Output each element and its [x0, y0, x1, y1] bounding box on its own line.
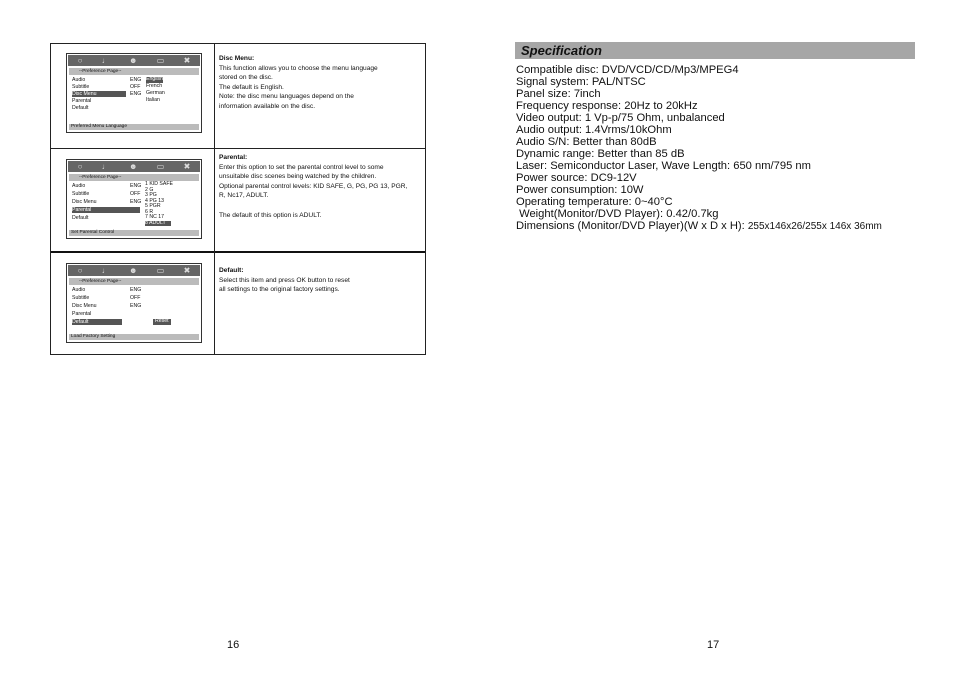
- description-line: Optional parental control levels: KID SAFE, G, PG, PG 13, PGR,: [219, 182, 408, 190]
- tools-icon: ✖: [183, 265, 191, 275]
- page-17: [477, 0, 954, 688]
- description-line: [219, 201, 423, 211]
- description-line: stored on the disc.: [219, 74, 273, 82]
- spec-item: Compatible disc: DVD/VCD/CD/Mp3/MPEG4: [516, 64, 739, 76]
- page-number: 17: [707, 639, 720, 651]
- menu-audio-value: ENG: [130, 287, 142, 293]
- menu-disc-menu-value: ENG: [130, 303, 142, 309]
- menu-subtitle-value: OFF: [130, 295, 141, 301]
- menu-audio: Audio: [72, 287, 86, 293]
- menu-subtitle: Subtitle: [72, 191, 90, 197]
- speaker-icon: ♩: [101, 55, 110, 65]
- option-g: 2 G: [145, 186, 154, 193]
- screen-icon: ▭: [156, 55, 165, 65]
- option-english: English: [146, 76, 164, 82]
- osd-icon-bar: [68, 161, 200, 172]
- spec-item: Power consumption: 10W: [516, 184, 644, 196]
- osd-screen: [66, 53, 202, 133]
- description-default: [219, 266, 423, 295]
- description-line: R, Nc17, ADULT.: [219, 192, 269, 200]
- description-line: Note: the disc menu languages depend on the: [219, 93, 354, 101]
- osd-title: --Preference Page--: [69, 278, 199, 285]
- menu-audio: Audio: [72, 183, 86, 189]
- section-heading: Parental:: [219, 154, 248, 161]
- spec-list: [516, 64, 926, 233]
- screen-icon: ▭: [156, 161, 165, 171]
- spec-item: Signal system: PAL/NTSC: [516, 76, 646, 88]
- menu-default: Default: [72, 215, 89, 221]
- person-icon: ☻: [129, 265, 138, 275]
- osd-footer: Load Factory Setting: [69, 334, 199, 340]
- menu-disc-menu-value: ENG: [130, 91, 142, 97]
- option-reset: Reset: [155, 318, 169, 324]
- spec-item: Laser: Semiconductor Laser, Wave Length: 650 nm/795 nm: [516, 160, 811, 172]
- disc-icon: ○: [77, 55, 83, 65]
- menu-subtitle-value: OFF: [130, 191, 141, 197]
- description-parental: [219, 153, 423, 220]
- tools-icon: ✖: [183, 161, 191, 171]
- spec-item-dimensions: [516, 220, 926, 233]
- spec-item: Video output: 1 Vp-p/75 Ohm, unbalanced: [516, 112, 725, 124]
- menu-parental: Parental: [72, 98, 92, 104]
- menu-subtitle: Subtitle: [72, 295, 90, 301]
- option-kid-safe: 1 KID SAFE: [145, 181, 173, 187]
- disc-icon: ○: [77, 161, 83, 171]
- menu-audio: Audio: [72, 77, 86, 83]
- dimensions-value: 255x146x26/255x 146x 36mm: [747, 221, 882, 232]
- page-number: 16: [227, 639, 240, 651]
- spec-item: Power source: DC9-12V: [516, 172, 637, 184]
- option-french: French: [146, 83, 163, 89]
- speaker-icon: ♩: [101, 161, 110, 171]
- option-pg: 3 PG: [145, 192, 157, 198]
- osd-screen: [66, 263, 202, 343]
- spec-item: Audio S/N: Better than 80dB: [516, 136, 657, 148]
- manual-table: [50, 43, 426, 355]
- spec-header-bar: [515, 42, 915, 59]
- option-nc17: 7 NC 17: [145, 214, 165, 220]
- menu-disc-menu: Disc Menu: [72, 303, 97, 309]
- screen-icon: ▭: [156, 265, 165, 275]
- tools-icon: ✖: [183, 55, 191, 65]
- speaker-icon: ♩: [101, 265, 110, 275]
- menu-default: Default: [72, 319, 122, 325]
- menu-subtitle-value: OFF: [130, 84, 141, 90]
- spec-item: Audio output: 1.4Vrms/10kOhm: [516, 124, 672, 136]
- description-line: unsuitable disc scenes being watched by the children.: [219, 173, 377, 181]
- row-parental: [51, 148, 425, 251]
- menu-parental: Parental: [72, 207, 140, 213]
- menu-disc-menu-value: ENG: [130, 199, 142, 205]
- menu-default: Default: [72, 105, 89, 111]
- spec-item: Operating temperature: 0~40°C: [516, 196, 673, 208]
- disc-icon: ○: [77, 265, 83, 275]
- spec-item: Dynamic range: Better than 85 dB: [516, 148, 685, 160]
- option-italian: Italian: [146, 97, 160, 103]
- description-line: information available on the disc.: [219, 102, 316, 110]
- person-icon: ☻: [129, 55, 138, 65]
- option-german: German: [146, 90, 165, 96]
- option-adult: 8 ADULT: [145, 221, 171, 227]
- description-line: The default is English.: [219, 83, 284, 91]
- description-line: Select this item and press OK button to reset: [219, 276, 350, 284]
- option-pgr: 5 PGR: [145, 203, 161, 209]
- spec-item: Weight(Monitor/DVD Player): 0.42/0.7kg: [516, 208, 719, 220]
- option-pg13: 4 PG 13: [145, 197, 165, 204]
- osd-title: --Preference Page--: [69, 174, 199, 181]
- menu-subtitle: Subtitle: [72, 84, 90, 90]
- option-r: 6 R: [145, 208, 154, 215]
- description-line: all settings to the original factory settings.: [219, 286, 340, 294]
- osd-footer: Set Parental Control: [69, 230, 199, 236]
- description-disc-menu: [219, 54, 423, 112]
- row-default: [51, 251, 425, 354]
- dimensions-label: Dimensions (Monitor/DVD Player)(W x D x H):: [516, 220, 748, 232]
- menu-audio-value: ENG: [130, 183, 142, 189]
- spec-item: Panel size: 7inch: [516, 88, 601, 100]
- osd-footer: Preferred Menu Language: [69, 124, 199, 130]
- osd-icon-bar: [68, 55, 200, 66]
- description-line: The default of this option is ADULT.: [219, 211, 322, 219]
- person-icon: ☻: [129, 161, 138, 171]
- spec-title: Specification: [521, 43, 602, 58]
- menu-parental: Parental: [72, 311, 92, 317]
- spec-item: Frequency response: 20Hz to 20kHz: [516, 100, 698, 112]
- section-heading: Disc Menu:: [219, 55, 255, 62]
- row-disc-menu: [51, 44, 425, 148]
- menu-disc-menu: Disc Menu: [72, 91, 126, 97]
- osd-screen: [66, 159, 202, 239]
- menu-disc-menu: Disc Menu: [72, 199, 97, 205]
- osd-title: --Preference Page--: [69, 68, 199, 75]
- description-line: Enter this option to set the parental control level to some: [219, 163, 384, 171]
- osd-icon-bar: [68, 265, 200, 276]
- menu-audio-value: ENG: [130, 77, 142, 83]
- description-line: This function allows you to choose the menu language: [219, 64, 378, 72]
- section-heading: Default:: [219, 267, 244, 274]
